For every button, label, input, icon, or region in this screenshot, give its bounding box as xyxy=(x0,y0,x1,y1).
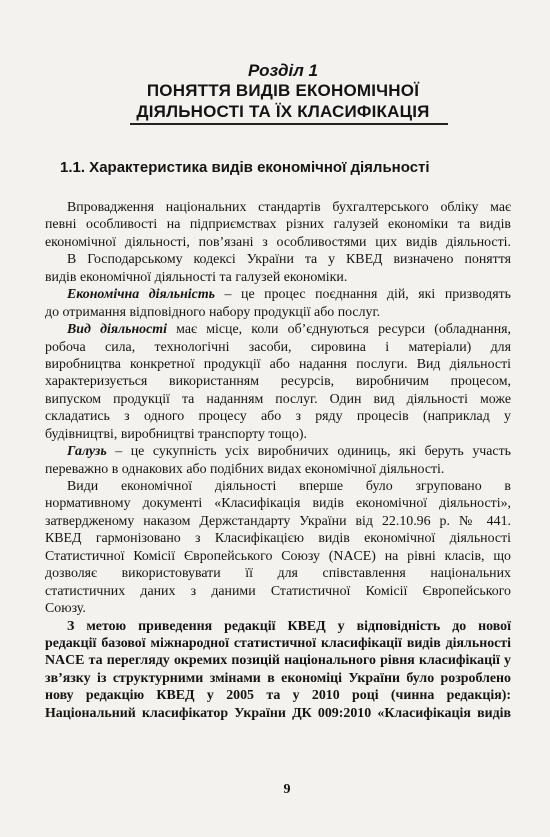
definition-text: має місце, коли об’єднуються ресурси (обладнання, xyxy=(166,322,511,338)
definition-line xyxy=(45,321,511,338)
text-line: NACE та перегляду окремих позицій національного рівня класифікації у xyxy=(45,653,511,669)
chapter-title-line-1: ПОНЯТТЯ ВИДІВ ЕКОНОМІЧНОЇ xyxy=(146,81,420,100)
text-line: переважно в однакових або подібних видах економічної діяльності. xyxy=(45,461,445,477)
text-line: складатись з одного процесу або з ряду процесів (наприклад у xyxy=(45,409,511,425)
term-industry: Галузь xyxy=(67,444,107,460)
text-line: до отримання відповідного набору продукції або послуг. xyxy=(45,304,381,320)
text-line: Впровадження національних стандартів бухгалтерського обліку має xyxy=(67,200,511,215)
text-line: будівництві, виробництві транспорту тощо). xyxy=(45,426,308,442)
text-line: З метою приведення редакції КВЕД у відповідність до нової xyxy=(67,618,511,634)
body-text xyxy=(45,199,511,722)
text-line: нормативному документі «Класифікація видів економічної діяльності», xyxy=(45,496,511,512)
text-line: економічної діяльності, пов’язані з особливостями цих видів діяльності. xyxy=(45,234,511,250)
section-title: 1.1. Характеристика видів економічної діяльності xyxy=(60,159,430,176)
definition-text: – це процес поєднання дій, які призводять xyxy=(214,287,511,303)
title-rule xyxy=(130,123,448,125)
text-line: випуском продукції та наданням послуг. Один вид діяльності може xyxy=(45,391,511,407)
text-line: зв’язку із структурними змінами в економіці України було розроблено xyxy=(45,670,511,686)
text-line: дозволяє використовувати її для співставлення національних xyxy=(45,566,511,582)
text-line: нову редакцію КВЕД у 2005 та у 2010 році (чинна редакція): xyxy=(45,688,511,704)
text-line: певні особливості на підприємствах різних галузей економіки та видів xyxy=(45,217,511,233)
definition-text: – це сукупність усіх виробничих одиниць, які беруть участь xyxy=(106,444,511,460)
chapter-title xyxy=(8,80,550,122)
term-activity-type: Вид діяльності xyxy=(67,322,167,338)
text-line: В Господарському кодексі України та у КВЕД визначено поняття xyxy=(67,252,511,268)
page-number: 9 xyxy=(283,782,291,797)
chapter-label: Розділ 1 xyxy=(248,61,318,80)
text-line: КВЕД гармонізовано з Класифікацією видів економічної діяльності xyxy=(45,531,511,547)
text-line: Національний класифікатор України ДК 009:2010 «Класифікація видів xyxy=(45,705,511,721)
text-line: Статистичної Комісії Європейського Союзу (NACE) на рівні класів, що xyxy=(45,548,511,564)
term-economic-activity: Економічна діяльність xyxy=(67,287,215,303)
definition-line xyxy=(45,286,511,303)
text-line: затвердженому наказом Держстандарту України від 22.10.96 р. № 441. xyxy=(45,513,511,529)
definition-line xyxy=(45,443,511,460)
text-line: Види економічної діяльності вперше було згруповано в xyxy=(67,479,511,494)
text-line: робоча сила, технологічні засоби, сировина і матеріали) для xyxy=(45,339,511,355)
text-line: виробництва конкретної продукції або надання послуги. Вид діяльності xyxy=(45,356,511,372)
text-line: статистичних даних з даними Статистичної Комісії Європейського xyxy=(45,583,511,599)
text-line: редакції базової міжнародної статистичної класифікації видів діяльності xyxy=(45,635,511,651)
text-line: видів економічної діяльності та галузей економіки. xyxy=(45,269,348,285)
chapter-title-line-2: ДІЯЛЬНОСТІ ТА ЇХ КЛАСИФІКАЦІЯ xyxy=(136,102,430,121)
text-line: Союзу. xyxy=(45,601,86,617)
text-line: характеризується використанням ресурсів, виробничим процесом, xyxy=(45,374,511,390)
